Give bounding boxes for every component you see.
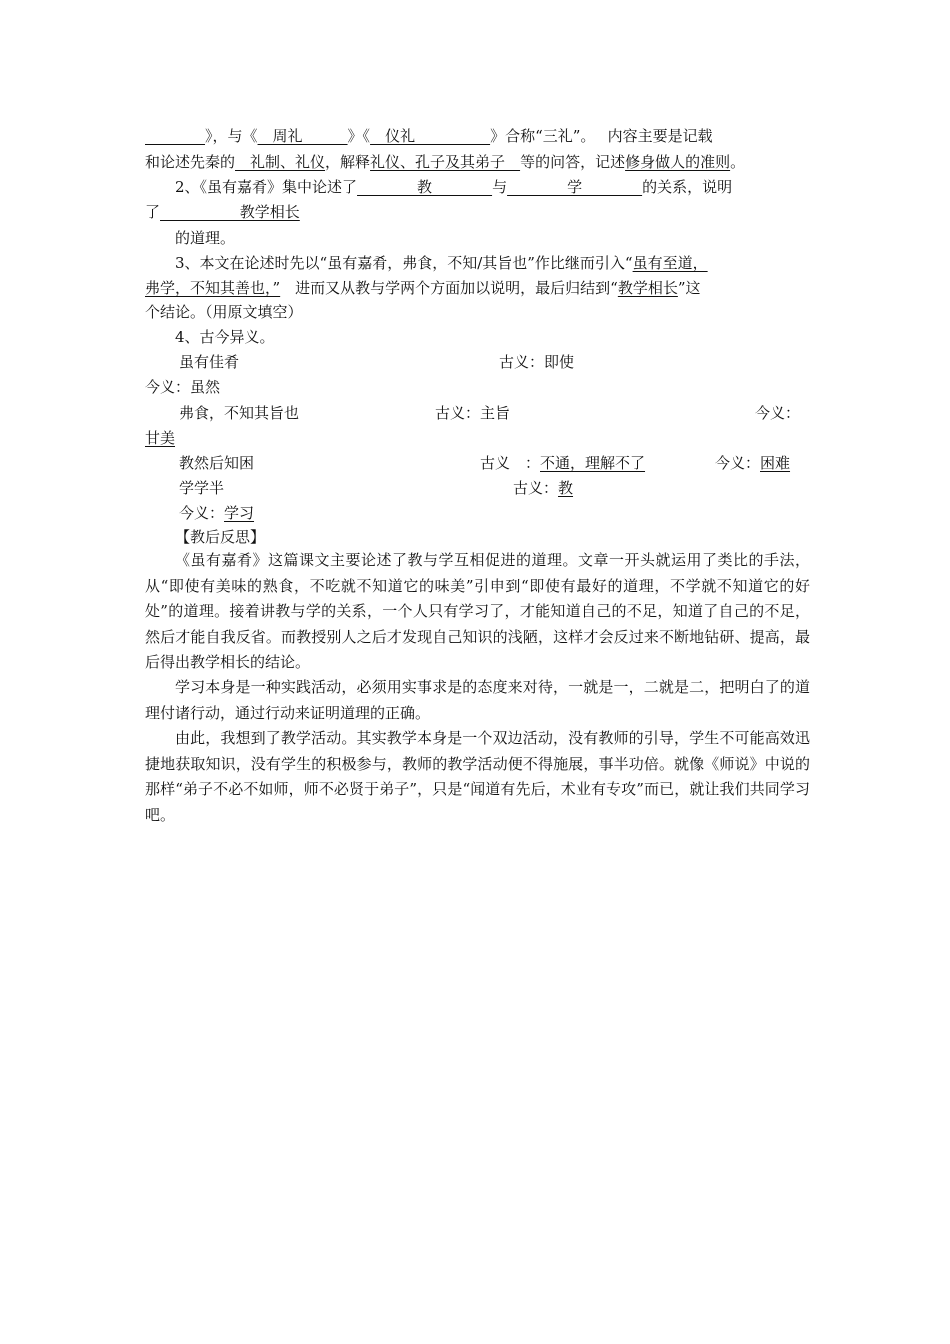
blank-yili: 仪礼 xyxy=(370,127,491,145)
blank-zhouli: 周礼 xyxy=(257,127,348,145)
item4-row3-jin: 今义：困难 xyxy=(715,454,791,472)
item2-line1: 2、《虽有嘉肴》集中论述了 教 与 学 的关系，说明 xyxy=(175,178,733,196)
reflection-paragraph-2: 学习本身是一种实践活动，必须用实事求是的态度来对待，一就是一，二就是二，把明白了的道理付诸行动，通过行动来证明道理的正确。 xyxy=(145,678,810,722)
blank-quote-1: 虽有至道， xyxy=(632,254,708,272)
blank-book-title xyxy=(145,127,205,145)
item4-row4-jin: 今义：学习 xyxy=(179,504,255,522)
blank-jiaoxuexiangzhang: 教学相长 xyxy=(160,203,300,221)
blank-conclusion: 教学相长 xyxy=(617,279,678,297)
item1-line2: 和论述先秦的 礼制、礼仪，解释礼仪、孔子及其弟子 等的问答，记述修身做人的准则。 xyxy=(145,153,746,171)
item3-line1: 3、本文在论述时先以“虽有嘉肴，弗食，不知/其旨也”作比继而引入“虽有至道， xyxy=(175,254,708,272)
reflection-paragraph-1: 《虽有嘉肴》这篇课文主要论述了教与学互相促进的道理。文章一开头就运用了类比的手法，从“即使有美味的熟食，不吃就不知道它的味美”引申到“即使有最好的道理，不学就不知道它的好处”的道理。接着讲教与学的关系，一个人只有学习了，才能知道自己的不足，知道了自己的不足，然后才能自我反省。而教授别人之后才发现自己知识的浅陋，这样才会反过来不断地钻研、提高，最后得出教学相长的结论。 xyxy=(145,551,810,671)
item4-row1-word: 虽有佳肴 xyxy=(179,353,240,371)
item3-line3: 个结论。（用原文填空） xyxy=(145,303,303,321)
blank-xue: 学 xyxy=(507,178,643,196)
blank-xiushen: 修身做人的准则 xyxy=(625,153,731,171)
item4-title: 4、古今异义。 xyxy=(175,328,275,346)
item4-row4-word: 学学半 xyxy=(179,479,225,497)
reflection-paragraph-3: 由此，我想到了教学活动。其实教学本身是一个双边活动，没有教师的引导，学生不可能高效迅捷地获取知识，没有学生的积极参与，教师的教学活动便不得施展，事半功倍。就像《师说》中说的那样“弟子不必不如师，师不必贤于弟子”，只是“闻道有先后，术业有专攻”而已，就让我们共同学习吧。 xyxy=(145,729,810,824)
item3-line2: 弗学，不知其善也，” 进而又从教与学两个方面加以说明，最后归结到“教学相长”这 xyxy=(145,279,701,297)
item4-row3-gu: 古义 ：不通，理解不了 xyxy=(480,454,646,472)
item4-row1-jin: 今义：虽然 xyxy=(145,378,221,396)
blank-liyi: 礼仪、孔子及其弟子 xyxy=(370,153,521,171)
reflection-heading: 【教后反思】 xyxy=(175,528,266,546)
item4-row2-gu: 古义：主旨 xyxy=(435,404,511,422)
item4-row3-word: 教然后知困 xyxy=(179,454,255,472)
item2-line2: 了 教学相长 xyxy=(145,203,300,221)
item2-line3: 的道理。 xyxy=(175,229,236,247)
item4-row1-gu: 古义：即使 xyxy=(499,353,575,371)
blank-lizhi: 礼制、礼仪 xyxy=(235,153,326,171)
blank-jiao: 教 xyxy=(357,178,493,196)
item4-row2-jin: 甘美 xyxy=(145,429,176,447)
item4-row2-jin-label: 今义： xyxy=(755,404,801,422)
item4-row2-word: 弗食，不知其旨也 xyxy=(179,404,300,422)
item4-row4-gu: 古义：教 xyxy=(513,479,574,497)
blank-quote-2: 弗学，不知其善也，” xyxy=(145,279,281,297)
item1-line1: 》，与《 周礼 》《 仪礼 》合称“三礼”。 内容主要是记载 xyxy=(145,124,713,148)
